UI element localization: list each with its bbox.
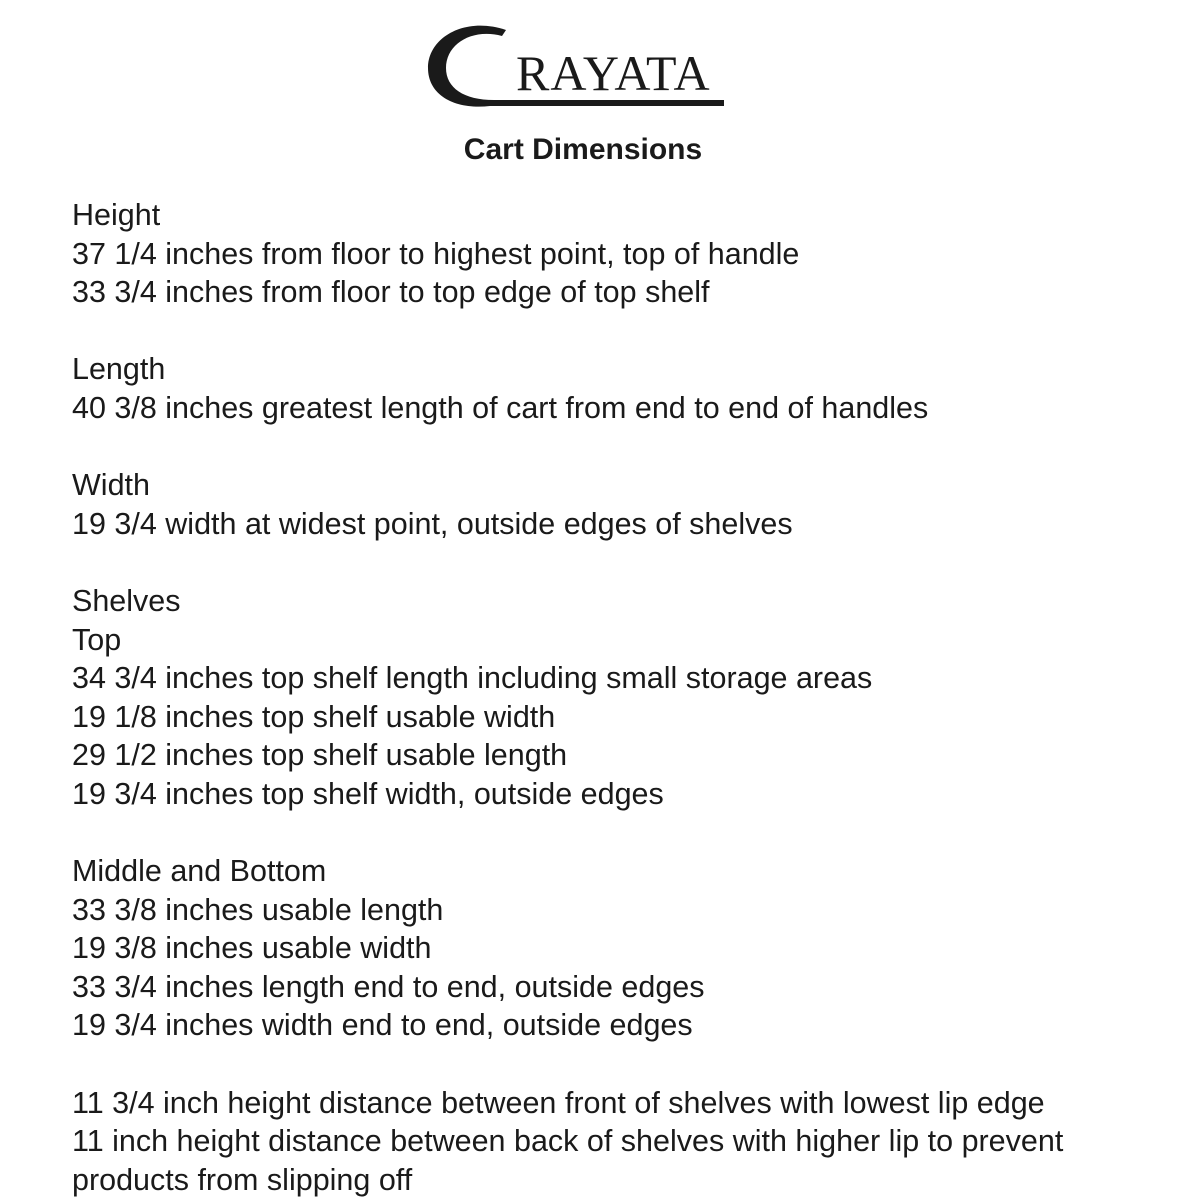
height-section	[72, 196, 1172, 312]
dimension-line: 11 inch height distance between back of shelves with higher lip to prevent	[72, 1124, 1064, 1159]
dimension-line: 19 3/4 inches width end to end, outside edges	[72, 1008, 693, 1043]
dimension-line: 29 1/2 inches top shelf usable length	[72, 738, 568, 773]
dimension-line: 34 3/4 inches top shelf length including small storage areas	[72, 661, 873, 696]
dimension-line: 33 3/4 inches length end to end, outside edges	[72, 969, 705, 1004]
dimension-line: 33 3/8 inches usable length	[72, 892, 444, 927]
middle-bottom-section	[72, 852, 1172, 1045]
dimension-line: 19 1/8 inches top shelf usable width	[72, 699, 556, 734]
dimension-line: 11 3/4 inch height distance between front of shelves with lowest lip edge	[72, 1085, 1045, 1120]
dimension-line: 37 1/4 inches from floor to highest point, top of handle	[72, 236, 800, 271]
shelves-top-section	[72, 582, 1172, 814]
dimensions-list	[72, 196, 1172, 1199]
section-heading: Width	[72, 468, 150, 503]
dimension-line: products from slipping off	[72, 1162, 413, 1197]
crayata-logo	[424, 20, 728, 112]
length-section	[72, 350, 1172, 427]
section-heading: Height	[72, 198, 161, 232]
lip-height-section	[72, 1084, 1172, 1200]
dimension-line: 40 3/8 inches greatest length of cart from end to end of handles	[72, 390, 929, 425]
section-heading: Shelves	[72, 583, 181, 618]
page-title: Cart Dimensions	[463, 133, 703, 166]
section-heading: Length	[72, 352, 166, 387]
dimension-line: 33 3/4 inches from floor to top edge of top shelf	[72, 275, 710, 310]
section-heading: Middle and Bottom	[72, 854, 327, 889]
crayata-logo-mark	[424, 20, 728, 112]
svg-text:RAYATA: RAYATA	[516, 45, 711, 101]
section-subheading: Top	[72, 622, 122, 657]
dimension-line: 19 3/4 inches top shelf width, outside edges	[72, 776, 664, 811]
dimension-line: 19 3/4 width at widest point, outside edges of shelves	[72, 506, 793, 541]
width-section	[72, 466, 1172, 543]
dimension-line: 19 3/8 inches usable width	[72, 931, 432, 966]
